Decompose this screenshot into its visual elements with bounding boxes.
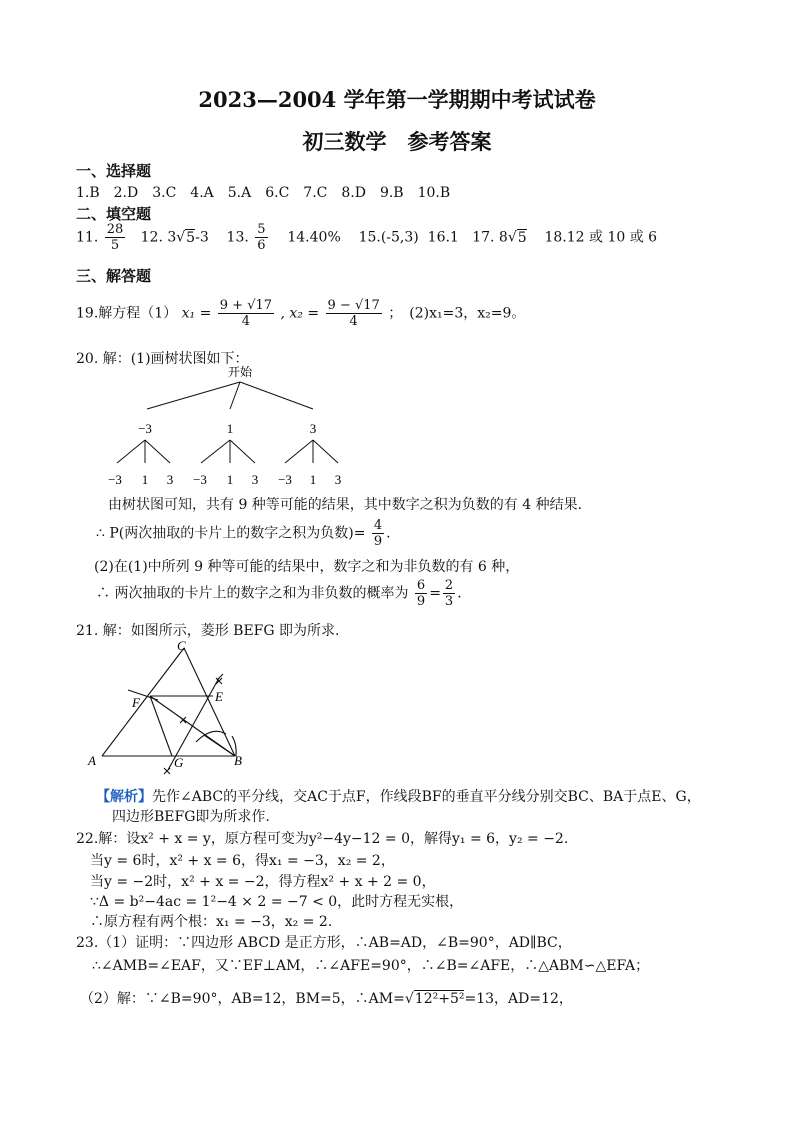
q23-line3: （2）解：∵∠B=90°，AB=12，BM=5，∴AM=√12²+5²=13，AD=12， xyxy=(80,991,573,1007)
q22-line3: 当y = −2时，x² + x = −2，得方程x² + x + 2 = 0， xyxy=(90,874,436,890)
fraction: $\frac{9 + √17}{4}$ xyxy=(219,298,273,329)
fraction: $\frac{6}{9}$ xyxy=(416,578,426,609)
tree-leaf: 3 xyxy=(334,472,342,487)
tree-leaf: −3 xyxy=(193,472,207,487)
fill-answers: 11. $\frac{28}{5}$ 12. 3√5-3 13. $\frac{5}{6}$ 14.40% 15.(-5,3) 16.1 17. 8√5 18.12 或 10 或 6 xyxy=(76,222,658,253)
fraction: $\frac{9 - √17}{4}$ xyxy=(327,298,380,329)
q21-analysis-line1: 【解析】先作∠ABC的平分线，交AC于点F，作线段BF的垂直平分线分别交BC、BA于点E、G， xyxy=(96,789,701,805)
segment-bc xyxy=(184,648,235,756)
point-label-f: F xyxy=(132,695,140,710)
page-title: 2023—2004 学年第一学期期中考试试卷 xyxy=(198,87,596,112)
q20-line1: 由树状图可知，共有 9 种等可能的结果，其中数字之积为负数的有 4 种结果. xyxy=(108,497,583,513)
tree-diagram xyxy=(100,362,360,490)
q20-line2: ∴ P(两次抽取的卡片上的数字之积为负数)= $\frac{4}{9}$ . xyxy=(96,518,391,549)
q23-line2: ∴∠AMB=∠EAF，又∵EF⊥AM，∴∠AFE=90°，∴∠B=∠AFE，∴△ABM∽△EFA； xyxy=(92,958,650,974)
q20-line4: ∴ 两次抽取的卡片上的数字之和为非负数的概率为 $\frac{6}{9}$ = $\frac{2}{3}$ . xyxy=(96,578,462,609)
q20-lead: 20. 解：(1)画树状图如下： xyxy=(76,351,249,367)
tree-leaf: 3 xyxy=(251,472,259,487)
fraction: $\frac{5}{6}$ xyxy=(257,222,266,253)
q22-line2: 当y = 6时，x² + x = 6，得x₁ = −3，x₂ = 2， xyxy=(90,853,395,869)
rhombus-figure xyxy=(86,634,256,776)
q22-line1: 22.解：设x² + x = y，原方程可变为y²−4y−12 = 0，解得y₁ = 6，y₂ = −2. xyxy=(76,831,569,847)
q21-analysis-line2: 四边形BEFG即为所求作. xyxy=(112,809,270,825)
point-label-c: C xyxy=(177,638,186,653)
section-heading-choice: 一、选择题 xyxy=(76,162,152,180)
page-subtitle: 初三数学 参考答案 xyxy=(302,129,492,154)
point-label-b: B xyxy=(234,753,242,768)
tree-node: −3 xyxy=(138,421,152,436)
section-heading-fill: 二、填空题 xyxy=(76,205,152,223)
tree-leaf: 3 xyxy=(166,472,174,487)
tree-node: 1 xyxy=(226,421,234,436)
q21-lead: 21. 解：如图所示，菱形 BEFG 即为所求. xyxy=(76,623,340,639)
segment-fg xyxy=(150,696,172,756)
q20-line3: (2)在(1)中所列 9 种等可能的结果中，数字之和为非负数的有 6 种， xyxy=(94,559,520,575)
section-heading-solve: 三、解答题 xyxy=(76,267,152,285)
tree-leaf: 1 xyxy=(309,472,317,487)
q22-line4: ∵Δ = b²−4ac = 1²−4 × 2 = −7 < 0，此时方程无实根， xyxy=(90,894,464,910)
fraction: $\frac{4}{9}$ xyxy=(373,518,383,549)
point-label-a: A xyxy=(88,753,96,768)
q22-line5: ∴原方程有两个根：x₁ = −3，x₂ = 2. xyxy=(90,914,333,930)
tree-leaf: −3 xyxy=(278,472,292,487)
tree-leaf: 1 xyxy=(226,472,234,487)
point-label-e: E xyxy=(215,689,223,704)
tree-leaf: −3 xyxy=(108,472,122,487)
tree-node: 3 xyxy=(309,421,317,436)
choice-answers: 1.B 2.D 3.C 4.A 5.A 6.C 7.C 8.D 9.B 10.B xyxy=(76,185,451,201)
fraction: $\frac{2}{3}$ xyxy=(444,578,454,609)
segment-ac xyxy=(102,648,184,756)
tree-leaf: 1 xyxy=(141,472,149,487)
tree-root-label: 开始 xyxy=(227,365,253,379)
q19-line: 19.解方程（1） x₁ = $\frac{9 + √17}{4}$ , x₂ = $\frac{9 - √17}{4}$ ； (2)x₁=3，x₂=9。 xyxy=(76,298,526,329)
fraction: $\frac{28}{5}$ xyxy=(106,222,124,253)
q23-line1: 23.（1）证明：∵四边形 ABCD 是正方形，∴AB=AD，∠B=90°，AD∥BC， xyxy=(76,935,572,951)
point-label-g: G xyxy=(174,755,184,770)
